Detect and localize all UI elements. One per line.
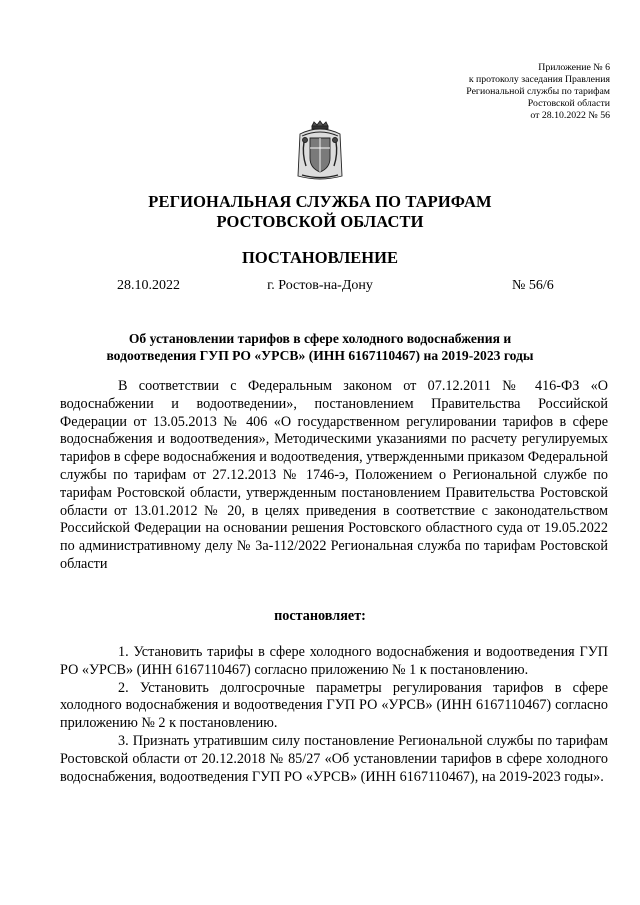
- appendix-line: Региональной службы по тарифам: [466, 86, 610, 97]
- appendix-line: Ростовской области: [527, 98, 610, 109]
- document-subject: [60, 330, 580, 364]
- subject-line1: Об установлении тарифов в сфере холодного водоснабжения и: [128, 331, 512, 346]
- organization-title: [0, 192, 640, 232]
- appendix-line: от 28.10.2022 № 56: [530, 110, 610, 121]
- resolves-heading: постановляет:: [274, 608, 366, 624]
- resolution-item-3: 3. Признать утратившим силу постановление Региональной службы по тарифам Ростовской области от 20.12.2018 № 85/27 «Об установлении тарифов в сфере холодного водоснабжения, водоотведения ГУП РО «УРСВ» (ИНН 6167110467), на 2019-2023 годы».: [60, 732, 608, 785]
- appendix-line: Приложение № 6: [538, 62, 610, 73]
- document-city: г. Ростов-на-Дону: [267, 278, 373, 293]
- resolution-item-2: 2. Установить долгосрочные параметры регулирования тарифов в сфере холодного водоснабжения и водоотведения ГУП РО «УРСВ» (ИНН 6167110467) согласно приложению № 2 к постановлению.: [60, 679, 608, 732]
- organization-title-line1: РЕГИОНАЛЬНАЯ СЛУЖБА ПО ТАРИФАМ: [148, 192, 492, 211]
- subject-line2: водоотведения ГУП РО «УРСВ» (ИНН 6167110467) на 2019-2023 годы: [106, 348, 534, 363]
- organization-title-line2: РОСТОВСКОЙ ОБЛАСТИ: [216, 212, 424, 231]
- coat-of-arms-icon: [292, 120, 348, 184]
- resolution-item-1: 1. Установить тарифы в сфере холодного водоснабжения и водоотведения ГУП РО «УРСВ» (ИНН 6167110467) согласно приложению № 1 к постановлению.: [60, 644, 608, 678]
- document-number: № 56/6: [512, 278, 554, 293]
- document-type: ПОСТАНОВЛЕНИЕ: [242, 248, 398, 267]
- resolution-items: [60, 644, 608, 786]
- appendix-note: [370, 62, 610, 122]
- document-date: 28.10.2022: [117, 278, 180, 293]
- appendix-line: к протоколу заседания Правления: [468, 74, 610, 85]
- preamble-paragraph: В соответствии с Федеральным законом от 07.12.2011 № 416-ФЗ «О водоснабжении и водоотведении», постановлением Правительства Российской Федерации от 13.05.2013 № 406 «О государственном регулировании тарифов в сфере водоснабжения и водоотведения», Методическими указаниями по расчету регулируемых тарифов в сфере водоснабжения и водоотведения, утвержденными приказом Федеральной службы по тарифам от 27.12.2013 № 1746-э, Положением о Региональной службе по тарифам Ростовской области, утвержденным постановлением Правительства Ростовской области от 13.01.2012 № 20, в целях приведения в соответствие с законодательством Российской Федерации на основании решения Ростовского областного суда от 19.05.2022 по административному делу № 3а-112/2022 Региональная служба по тарифам Ростовской области: [60, 378, 608, 572]
